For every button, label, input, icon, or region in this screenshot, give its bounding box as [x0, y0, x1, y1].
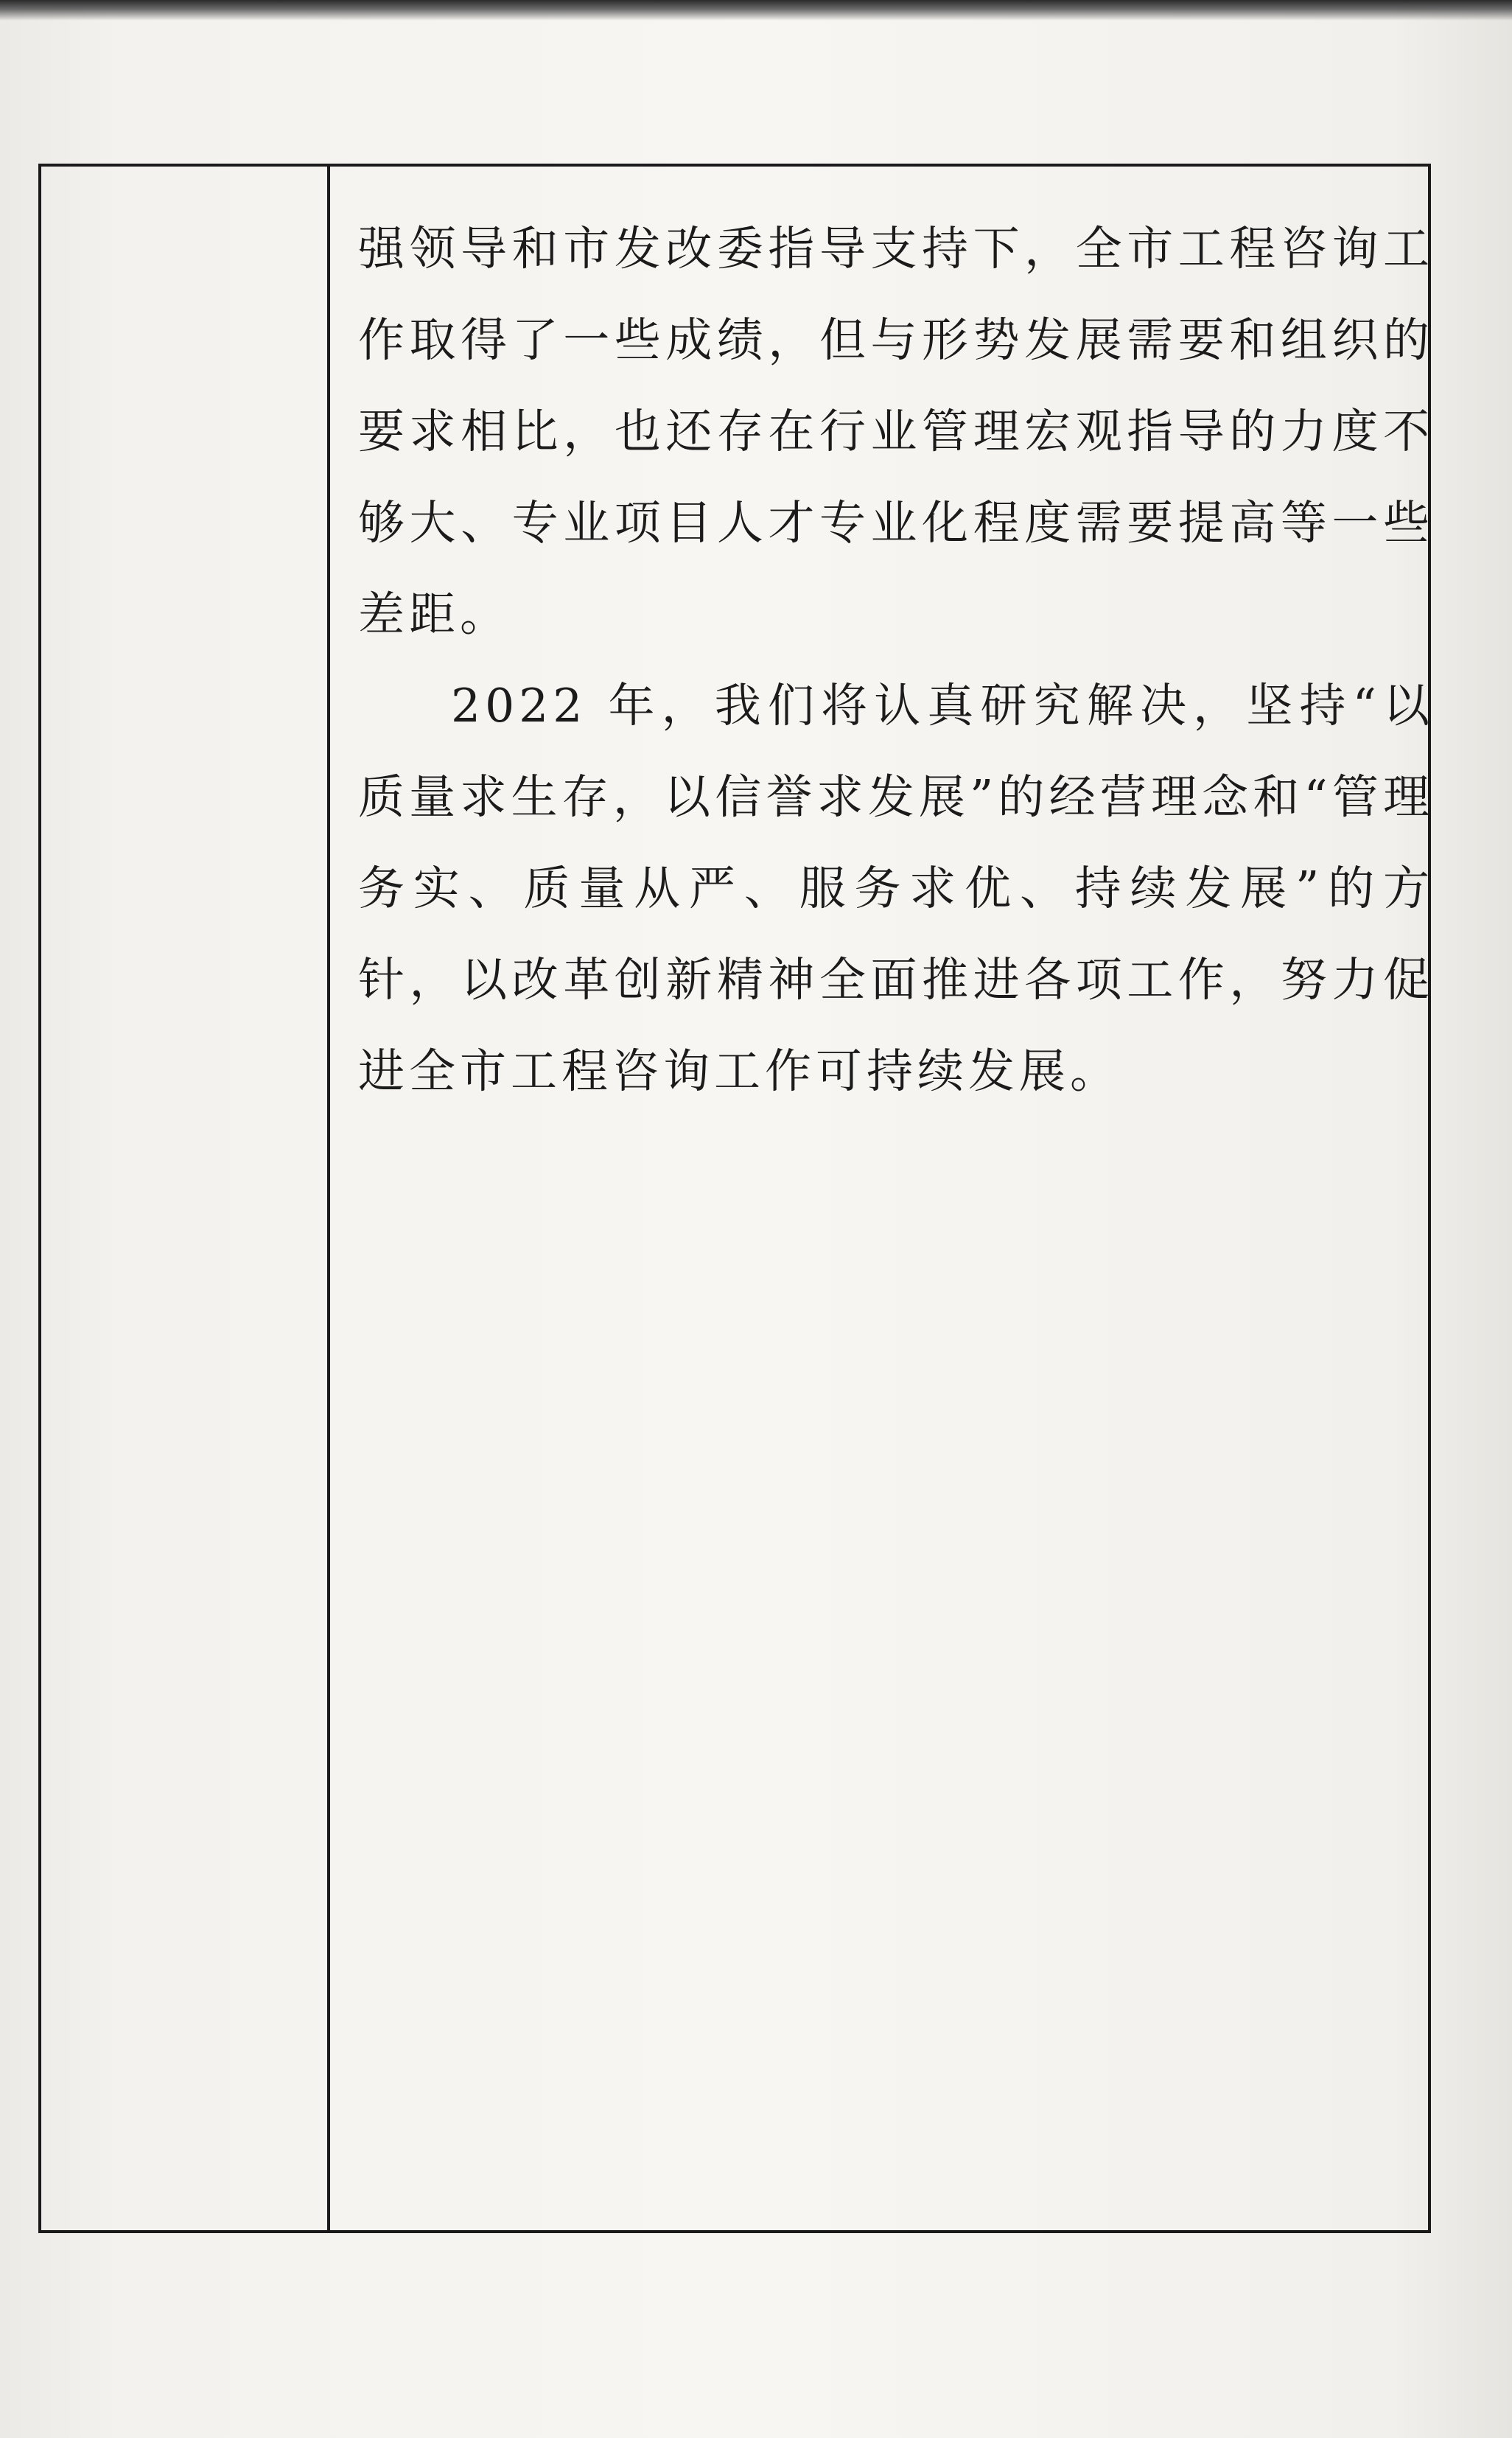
scan-top-shadow	[0, 0, 1512, 21]
table-content-cell	[358, 203, 1434, 1117]
paragraph-2022-plan: 2022 年，我们将认真研究解决，坚持“以质量求生存，以信誉求发展”的经营理念和“管理务实、质量从严、服务求优、持续发展”的方针，以改革创新精神全面推进各项工作，努力促进全市工程咨询工作可持续发展。	[358, 679, 1434, 1098]
table-label-cell	[41, 167, 327, 2230]
column-divider	[327, 167, 330, 2230]
paragraph-continued: 强领导和市发改委指导支持下，全市工程咨询工作取得了一些成绩，但与形势发展需要和组织的要求相比，也还存在行业管理宏观指导的力度不够大、专业项目人才专业化程度需要提高等一些差距。	[358, 222, 1434, 641]
table-frame	[38, 164, 1434, 2233]
